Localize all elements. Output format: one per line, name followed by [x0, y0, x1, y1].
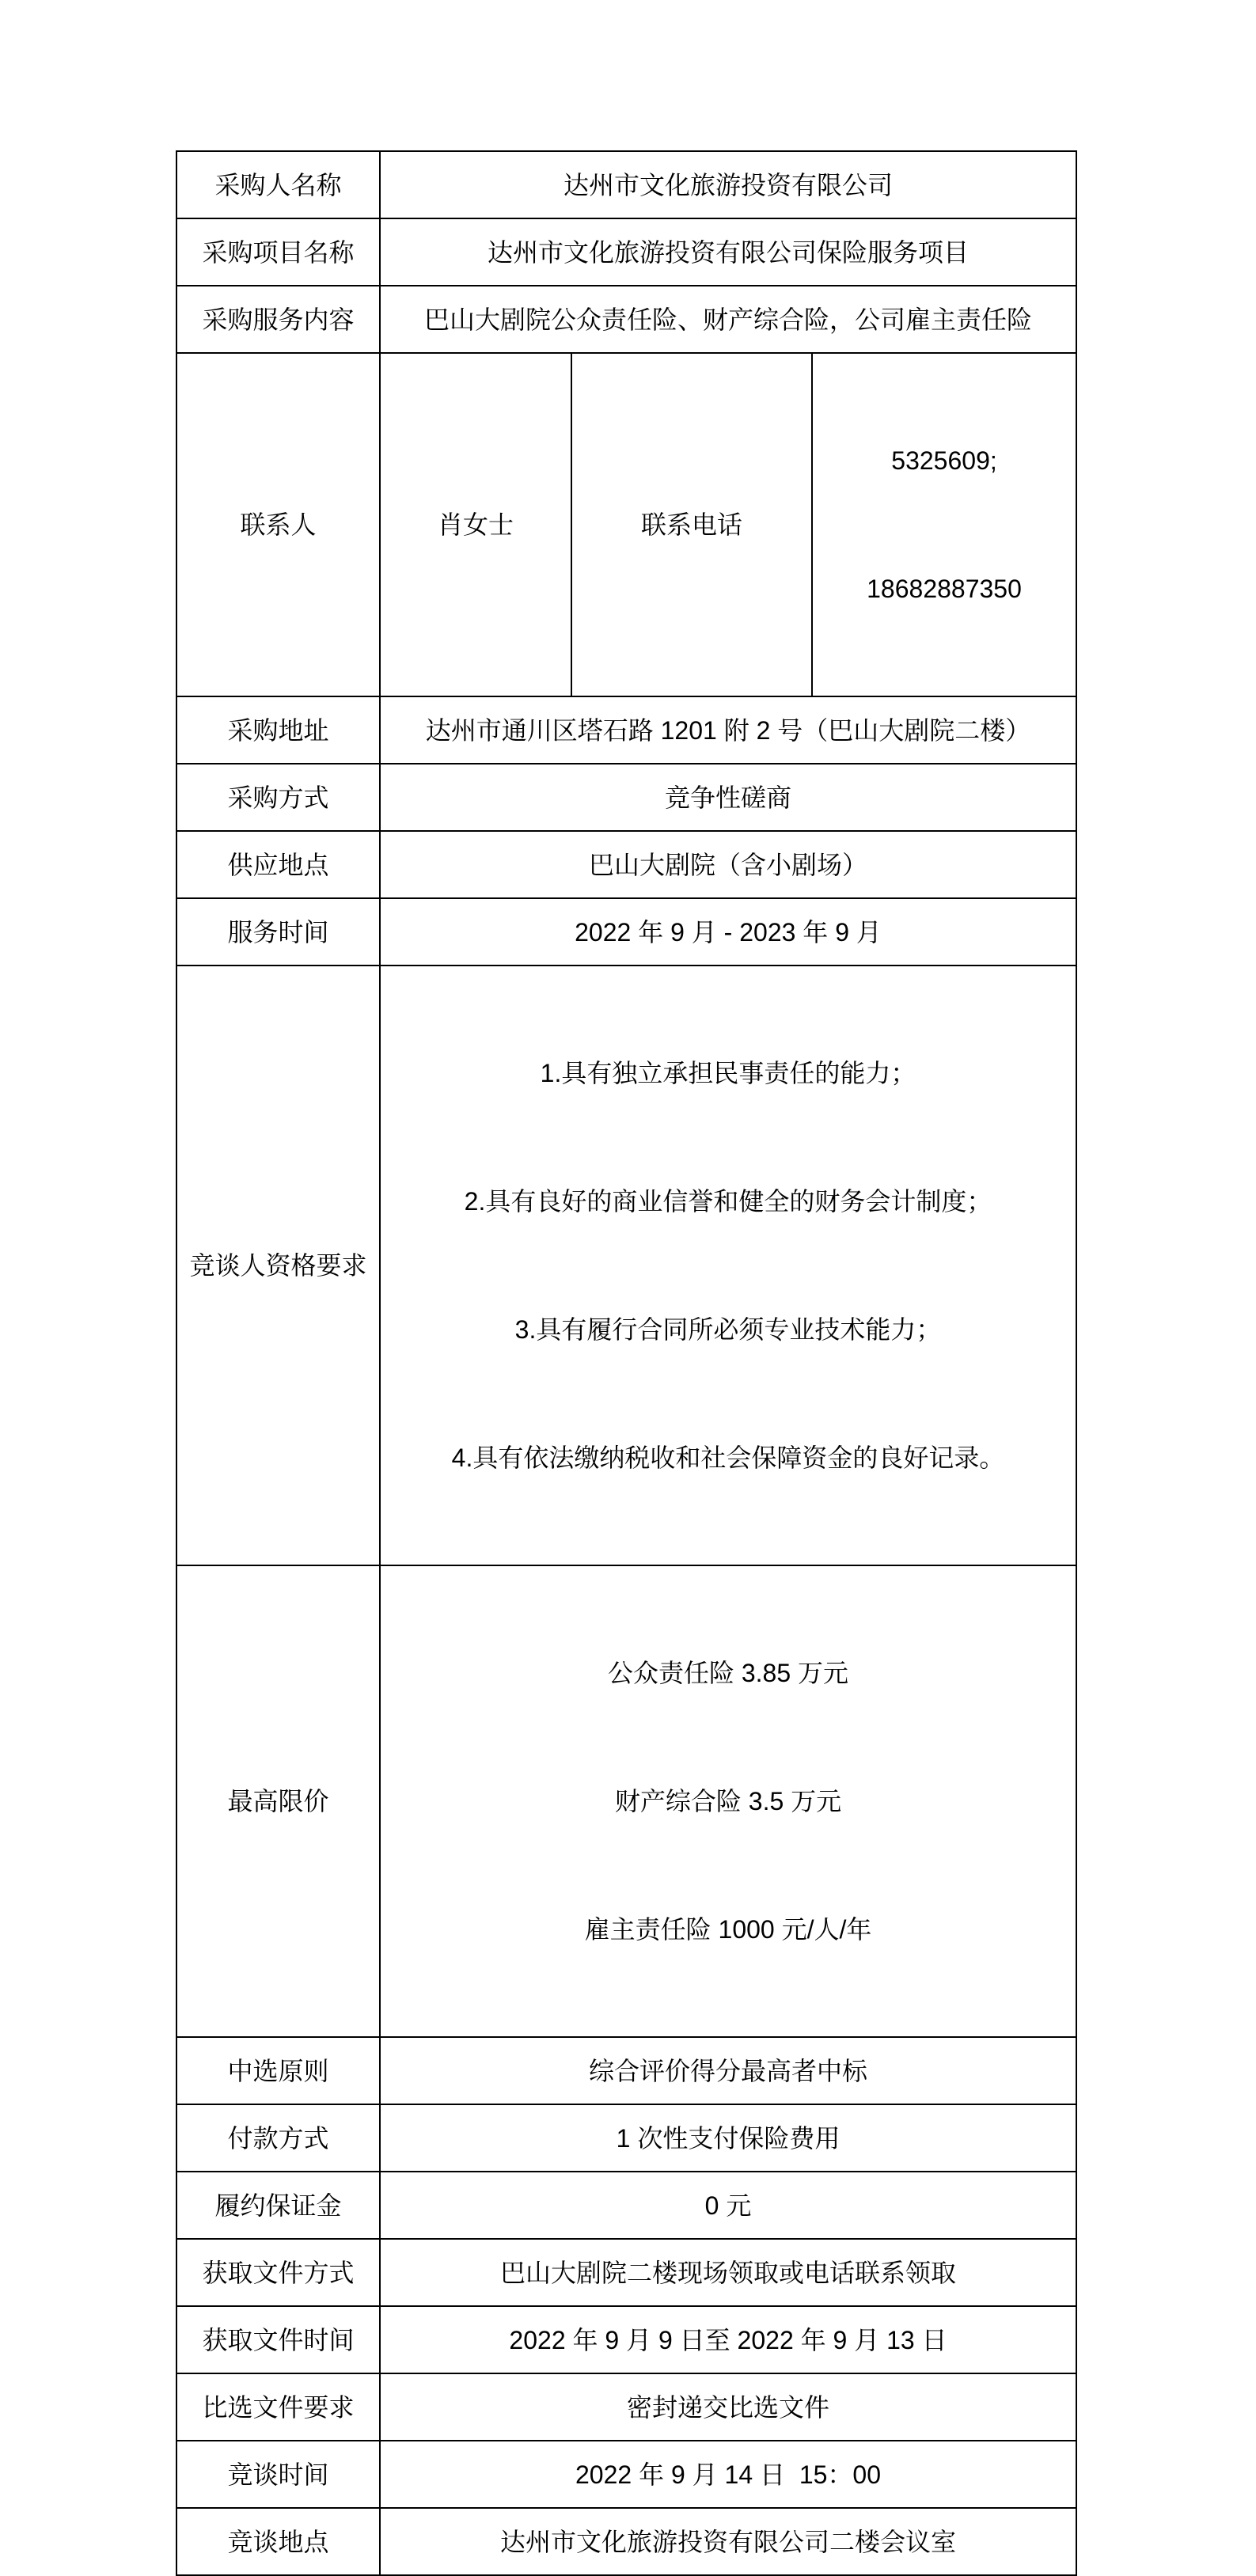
contact-name: 肖女士	[380, 353, 571, 696]
row-value: 2022 年 9 月 - 2023 年 9 月	[380, 898, 1076, 966]
row-label: 采购服务内容	[176, 286, 380, 353]
row-label: 采购人名称	[176, 151, 380, 218]
qualification-line: 3.具有履行合同所必须专业技术能力；	[514, 1315, 942, 1344]
price-line: 公众责任险 3.85 万元	[607, 1659, 849, 1687]
price-line: 财产综合险 3.5 万元	[614, 1787, 842, 1815]
row-label: 获取文件方式	[176, 2239, 380, 2306]
row-bid-document-requirement	[176, 2373, 1076, 2441]
row-value: 2022 年 9 月 9 日至 2022 年 9 月 13 日	[380, 2306, 1076, 2373]
row-supply-location	[176, 831, 1076, 898]
row-value: 竞争性磋商	[380, 764, 1076, 831]
row-value: 巴山大剧院公众责任险、财产综合险，公司雇主责任险	[380, 286, 1076, 353]
row-value: 密封递交比选文件	[380, 2373, 1076, 2441]
row-label: 竞谈人资格要求	[176, 966, 380, 1565]
row-value: 综合评价得分最高者中标	[380, 2037, 1076, 2104]
row-label: 最高限价	[176, 1565, 380, 2037]
phone-label: 联系电话	[571, 353, 812, 696]
row-contact	[176, 353, 1076, 696]
row-label: 获取文件时间	[176, 2306, 380, 2373]
row-negotiation-time	[176, 2441, 1076, 2508]
row-label: 比选文件要求	[176, 2373, 380, 2441]
row-value: 巴山大剧院二楼现场领取或电话联系领取	[380, 2239, 1076, 2306]
row-document-obtain-method	[176, 2239, 1076, 2306]
row-document-obtain-time	[176, 2306, 1076, 2373]
row-label: 竞谈地点	[176, 2508, 380, 2575]
row-label: 采购方式	[176, 764, 380, 831]
row-label: 竞谈时间	[176, 2441, 380, 2508]
phone-numbers	[812, 353, 1076, 696]
row-label: 供应地点	[176, 831, 380, 898]
row-value: 达州市文化旅游投资有限公司	[380, 151, 1076, 218]
row-label: 采购地址	[176, 696, 380, 764]
row-value: 达州市文化旅游投资有限公司二楼会议室	[380, 2508, 1076, 2575]
row-label: 采购项目名称	[176, 218, 380, 286]
qualification-line: 1.具有独立承担民事责任的能力；	[540, 1059, 916, 1087]
row-value: 2022 年 9 月 14 日 15：00	[380, 2441, 1076, 2508]
row-max-price-limit	[176, 1565, 1076, 2037]
row-service-period	[176, 898, 1076, 966]
row-performance-bond	[176, 2172, 1076, 2239]
price-line: 雇主责任险 1000 元/人/年	[584, 1915, 872, 1944]
row-negotiation-location	[176, 2508, 1076, 2575]
row-value: 巴山大剧院（含小剧场）	[380, 831, 1076, 898]
row-value	[380, 1565, 1076, 2037]
row-label: 中选原则	[176, 2037, 380, 2104]
row-project-name	[176, 218, 1076, 286]
row-label: 联系人	[176, 353, 380, 696]
row-purchase-method	[176, 764, 1076, 831]
row-selection-principle	[176, 2037, 1076, 2104]
procurement-info-table	[176, 150, 1077, 2576]
row-value: 0 元	[380, 2172, 1076, 2239]
row-qualification-requirements	[176, 966, 1076, 1565]
row-value: 1 次性支付保险费用	[380, 2104, 1076, 2172]
row-label: 履约保证金	[176, 2172, 380, 2239]
qualification-line: 4.具有依法缴纳税收和社会保障资金的良好记录。	[451, 1444, 1005, 1472]
row-value: 达州市文化旅游投资有限公司保险服务项目	[380, 218, 1076, 286]
row-payment-method	[176, 2104, 1076, 2172]
row-purchaser-name	[176, 151, 1076, 218]
row-purchase-address	[176, 696, 1076, 764]
row-label: 服务时间	[176, 898, 380, 966]
row-value	[380, 966, 1076, 1565]
row-value: 达州市通川区塔石路 1201 附 2 号（巴山大剧院二楼）	[380, 696, 1076, 764]
qualification-line: 2.具有良好的商业信誉和健全的财务会计制度；	[464, 1187, 992, 1216]
row-label: 付款方式	[176, 2104, 380, 2172]
phone-line: 5325609;	[891, 446, 997, 475]
row-service-content	[176, 286, 1076, 353]
phone-line: 18682887350	[867, 575, 1022, 603]
